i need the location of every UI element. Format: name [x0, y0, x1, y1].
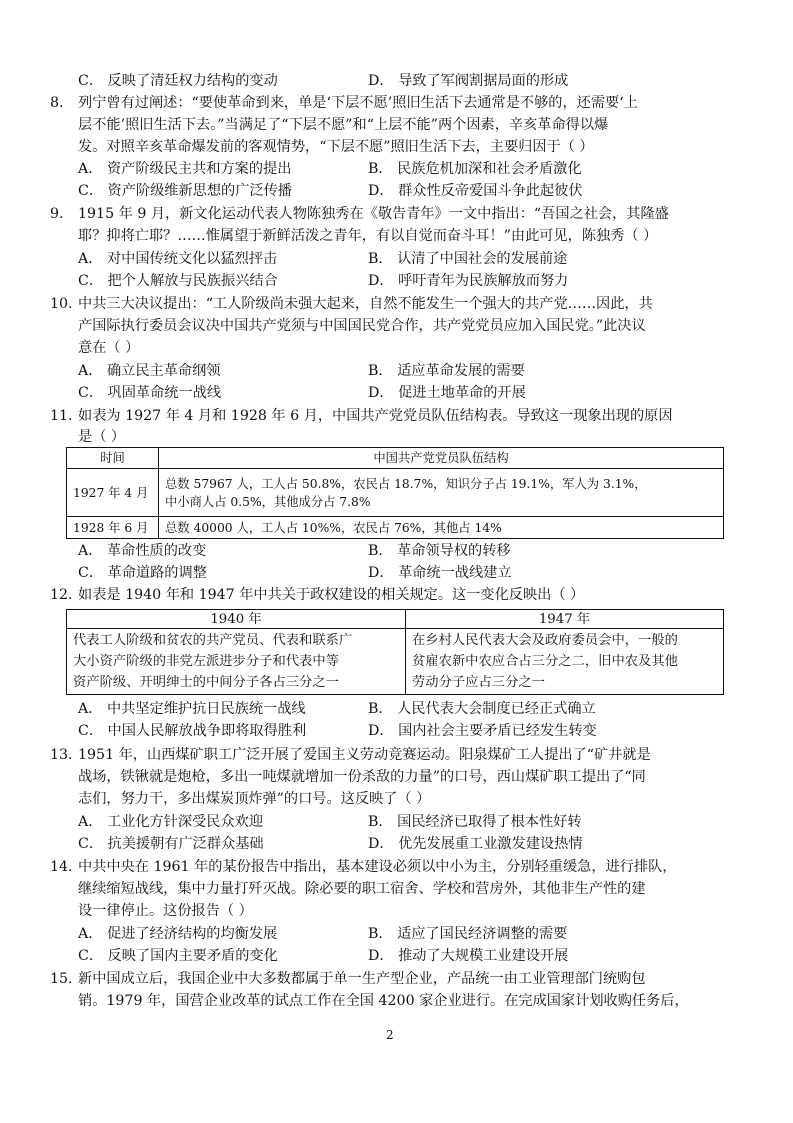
q13-option-b: B． 国民经济已取得了根本性好转 — [368, 814, 582, 830]
q12-option-d: D． 国内社会主要矛盾已经发生转变 — [368, 723, 597, 739]
q8-stem-line: 发。对照辛亥革命爆发前的客观情势，“下层不愿”照旧生活下去，主要归因于（ ） — [78, 139, 594, 155]
table-cell-structure — [159, 469, 724, 517]
table-cell-line: 贫雇农新中农应合占三分之二，旧中农及其他 — [412, 654, 678, 669]
q10-option-d: D． 促进土地革命的开展 — [368, 385, 526, 401]
table-cell-line: 代表工人阶级和贫农的共产党员、代表和联系广 — [73, 633, 353, 648]
q9-option-c: C． 把个人解放与民族振兴结合 — [78, 273, 278, 289]
q11-option-d: D． 革命统一战线建立 — [368, 565, 512, 581]
table-cell-line: 在乡村人民代表大会及政府委员会中，一般的 — [412, 633, 678, 648]
table-cell-line: 资产阶级、开明绅士的中间分子各占三分之一 — [73, 675, 339, 690]
q7-option-d: D． 导致了军阀割据局面的形成 — [368, 73, 569, 89]
q10-stem-line: 中共三大决议提出：“工人阶级尚未强大起来，自然不能发生一个强大的共产党……因此，共 — [78, 296, 653, 312]
q8-option-a: A． 资产阶级民主共和方案的提出 — [78, 161, 292, 177]
q11-option-b: B． 革命领导权的转移 — [368, 543, 511, 559]
table-header-cell: 1947 年 — [406, 610, 724, 629]
q14-option-a: A． 促进了经济结构的均衡发展 — [78, 926, 278, 942]
q11-option-a: A． 革命性质的改变 — [78, 543, 207, 559]
q11-stem-line: 是（ ） — [78, 429, 126, 445]
q11-party-structure-table — [66, 447, 724, 539]
table-header-row — [67, 448, 724, 469]
q12-stem-line: 如表是 1940 年和 1947 年中共关于政权建设的相关规定。这一变化反映出（ ） — [78, 587, 585, 603]
table-row — [67, 469, 724, 517]
q8-option-b: B． 民族危机加深和社会矛盾激化 — [368, 161, 582, 177]
q8-number: 8. — [50, 95, 64, 111]
q11-number: 11. — [50, 408, 73, 424]
table-header-cell: 时间 — [67, 448, 159, 469]
q10-stem-line: 产国际执行委员会议决中国共产党须与中国国民党合作，共产党党员应加入国民党。”此决议 — [78, 318, 646, 334]
q14-number: 14. — [50, 859, 73, 875]
table-cell-time: 1927 年 4 月 — [67, 469, 159, 517]
q9-option-d: D． 呼吁青年为民族解放而努力 — [368, 273, 569, 289]
table-cell-1940 — [67, 629, 406, 695]
q10-option-c: C． 巩固革命统一战线 — [78, 385, 222, 401]
q8-stem-line: 层不能’照旧生活下去。”当满足了“下层不愿”和“上层不能”两个因素，辛亥革命得以爆 — [78, 117, 609, 133]
q10-option-b: B． 适应革命发展的需要 — [368, 363, 525, 379]
q14-stem-line: 中共中央在 1961 年的某份报告中指出，基本建设必须以中小为主，分别轻重缓急，进行排队， — [78, 859, 677, 875]
table-cell-line: 总数 57967 人，工人占 50.8%，农民占 18.7%，知识分子占 19.1%，军人为 3.1%， — [165, 476, 647, 491]
q10-stem-line: 意在（ ） — [78, 340, 140, 356]
q9-stem-line: 耶？抑将亡耶？……惟属望于新鲜活泼之青年，有以自觉而奋斗耳！”由此可见，陈独秀（ ） — [78, 228, 658, 244]
q10-option-a: A． 确立民主革命纲领 — [78, 363, 221, 379]
q8-stem-line: 列宁曾有过阐述：“要使革命到来，单是‘下层不愿’照旧生活下去通常是不够的，还需要‘上 — [78, 95, 638, 111]
q9-option-a: A． 对中国传统文化以猛烈抨击 — [78, 251, 278, 267]
q15-stem-line: 销。1979 年，国营企业改革的试点工作在全国 4200 家企业进行。在完成国家计划收购任务后， — [78, 993, 689, 1009]
q9-stem-line: 1915 年 9 月，新文化运动代表人物陈独秀在《敬告青年》一文中指出：“吾国之社会，其隆盛 — [78, 206, 669, 222]
q14-stem-line: 继续缩短战线，集中力量打歼灭战。除必要的职工宿舍、学校和营房外，其他非生产性的建 — [78, 881, 646, 897]
table-cell-structure: 总数 40000 人，工人占 10%%，农民占 76%，其他占 14% — [159, 517, 724, 539]
table-cell-time: 1928 年 6 月 — [67, 517, 159, 539]
q13-stem-line: 1951 年，山西煤矿职工广泛开展了爱国主义劳动竞赛运动。阳泉煤矿工人提出了“矿井就是 — [78, 747, 651, 763]
q10-number: 10. — [50, 296, 73, 312]
q12-option-a: A． 中共坚定维护抗日民族统一战线 — [78, 701, 306, 717]
q8-option-c: C． 资产阶级维新思想的广泛传播 — [78, 183, 292, 199]
table-header-cell: 1940 年 — [67, 610, 406, 629]
table-cell-line: 大小资产阶级的非党左派进步分子和代表中等 — [73, 654, 339, 669]
q12-option-b: B． 人民代表大会制度已经正式确立 — [368, 701, 596, 717]
q13-option-d: D． 优先发展重工业激发建设热情 — [368, 836, 583, 852]
q13-stem-line: 志们，努力干，多出煤炭顶炸弹”的口号。这反映了（ ） — [78, 791, 431, 807]
q15-number: 15. — [50, 971, 73, 987]
q14-stem-line: 设一律停止。这份报告（ ） — [78, 903, 253, 919]
table-cell-line: 中小商人占 0.5%，其他成分占 7.8% — [165, 494, 371, 509]
q7-option-c: C． 反映了清廷权力结构的变动 — [78, 73, 278, 89]
q8-option-d: D． 群众性反帝爱国斗争此起彼伏 — [368, 183, 583, 199]
q13-option-c: C． 抗美援朝有广泛群众基础 — [78, 836, 264, 852]
q9-option-b: B． 认清了中国社会的发展前途 — [368, 251, 568, 267]
table-row — [67, 517, 724, 539]
q11-stem-line: 如表为 1927 年 4 月和 1928 年 6 月，中国共产党党员队伍结构表。导致这一现象出现的原因 — [78, 408, 673, 424]
q13-option-a: A． 工业化方针深受民众欢迎 — [78, 814, 264, 830]
q12-policy-table — [66, 609, 724, 695]
page-number: 2 — [386, 1028, 394, 1042]
q15-stem-line: 新中国成立后，我国企业中大多数都属于单一生产型企业，产品统一由工业管理部门统购包 — [78, 971, 646, 987]
table-header-cell: 中国共产党党员队伍结构 — [159, 448, 724, 469]
q14-option-c: C． 反映了国内主要矛盾的变化 — [78, 948, 278, 964]
table-cell-line: 劳动分子应占三分之一 — [412, 675, 545, 690]
q12-option-c: C． 中国人民解放战争即将取得胜利 — [78, 723, 307, 739]
q11-option-c: C． 革命道路的调整 — [78, 565, 207, 581]
table-header-row — [67, 610, 724, 629]
q9-number: 9. — [50, 206, 64, 222]
table-cell-1947 — [406, 629, 724, 695]
q13-number: 13. — [50, 747, 73, 763]
table-row — [67, 629, 724, 695]
q12-number: 12. — [50, 587, 73, 603]
q14-option-b: B． 适应了国民经济调整的需要 — [368, 926, 568, 942]
q14-option-d: D． 推动了大规模工业建设开展 — [368, 948, 569, 964]
q13-stem-line: 战场，铁锹就是炮枪，多出一吨煤就增加一份杀敌的力量”的口号，西山煤矿职工提出了“同 — [78, 769, 646, 785]
